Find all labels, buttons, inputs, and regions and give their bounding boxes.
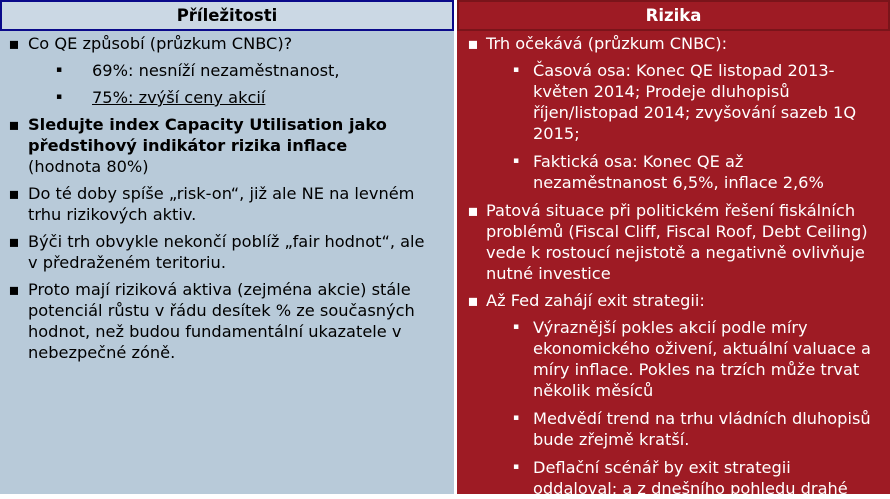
- bullet-icon: ▪: [512, 65, 520, 75]
- item-text: Časová osa: Konec QE listopad 2013-květen 2014; Prodeje dluhopisů říjen/listopad 2014; zvyšování sazeb 1Q 2015;: [533, 61, 857, 143]
- item-text: Proto mají riziková aktiva (zejména akcie) stále potenciál růstu v řádu desítek % ze současných hodnot, než budou fundamentální ukazatele v nebezpečné zóně.: [28, 280, 415, 362]
- item-text: Až Fed zahájí exit strategii:: [486, 291, 705, 310]
- bullet-icon: ▪: [467, 291, 479, 310]
- risks-list: [457, 31, 890, 499]
- risks-header: Rizika: [457, 0, 890, 31]
- list-item: [0, 183, 454, 225]
- item-text: Deflační scénář by exit strategii oddaloval; a z dnešního pohledu drahé: [533, 458, 848, 498]
- bullet-icon: ▪: [8, 232, 20, 251]
- item-text: Trh očekává (průzkum CNBC):: [486, 34, 728, 53]
- item-text: (hodnota 80%): [28, 157, 149, 176]
- bullet-icon: ▪: [512, 322, 520, 332]
- list-item: [0, 33, 454, 54]
- bullet-icon: ▪: [467, 201, 479, 220]
- bullet-icon: ▪: [8, 280, 20, 299]
- sub-list-item: [457, 457, 890, 499]
- risks-column: [457, 0, 890, 498]
- list-item: [457, 200, 890, 284]
- bullet-icon: ▪: [55, 92, 63, 102]
- list-item: [0, 114, 454, 177]
- sub-list-item: [457, 60, 890, 144]
- item-text: 69%: nesníží nezaměstnanost,: [92, 61, 340, 80]
- item-text: 75%: zvýší ceny akcií: [92, 88, 266, 107]
- bullet-icon: ▪: [8, 115, 20, 134]
- item-bold-text: Sledujte index Capacity Utilisation jako předstihový indikátor rizika inflace: [28, 115, 387, 155]
- bullet-icon: ▪: [512, 413, 520, 423]
- bullet-icon: ▪: [512, 156, 520, 166]
- bullet-icon: ▪: [512, 462, 520, 472]
- sub-list-item: [457, 408, 890, 450]
- bullet-icon: ▪: [8, 34, 20, 53]
- opportunities-list: [0, 31, 454, 363]
- sub-list-item: [457, 317, 890, 401]
- list-item: [457, 33, 890, 54]
- item-text: Býči trh obvykle nekončí poblíž „fair hodnot“, ale v předraženém teritoriu.: [28, 232, 425, 272]
- opportunities-header: Příležitosti: [0, 0, 454, 31]
- item-text: Do té doby spíše „risk-on“, již ale NE na levném trhu rizikových aktiv.: [28, 184, 415, 224]
- list-item: [0, 279, 454, 363]
- bullet-icon: ▪: [8, 184, 20, 203]
- item-text: Výraznější pokles akcií podle míry ekonomického oživení, aktuální valuace a míry inflace. Pokles na trzích může trvat několik měsíců: [533, 318, 871, 400]
- sub-list-item: [457, 151, 890, 193]
- list-item: [0, 231, 454, 273]
- item-text: Medvědí trend na trhu vládních dluhopisů bude zřejmě kratší.: [533, 409, 871, 449]
- bullet-icon: ▪: [467, 34, 479, 53]
- item-text: Patová situace při politickém řešení fiskálních problémů (Fiscal Cliff, Fiscal Roof, Debt Ceiling) vede k rostoucí nejistotě a negativně ovlivňuje nutné investice: [486, 201, 868, 283]
- item-text: Faktická osa: Konec QE až nezaměstnanost 6,5%, inflace 2,6%: [533, 152, 824, 192]
- item-text: Co QE způsobí (průzkum CNBC)?: [28, 34, 293, 53]
- list-item: [457, 290, 890, 311]
- sub-list-item: [0, 87, 454, 108]
- sub-list-item: [0, 60, 454, 81]
- bullet-icon: ▪: [55, 65, 63, 75]
